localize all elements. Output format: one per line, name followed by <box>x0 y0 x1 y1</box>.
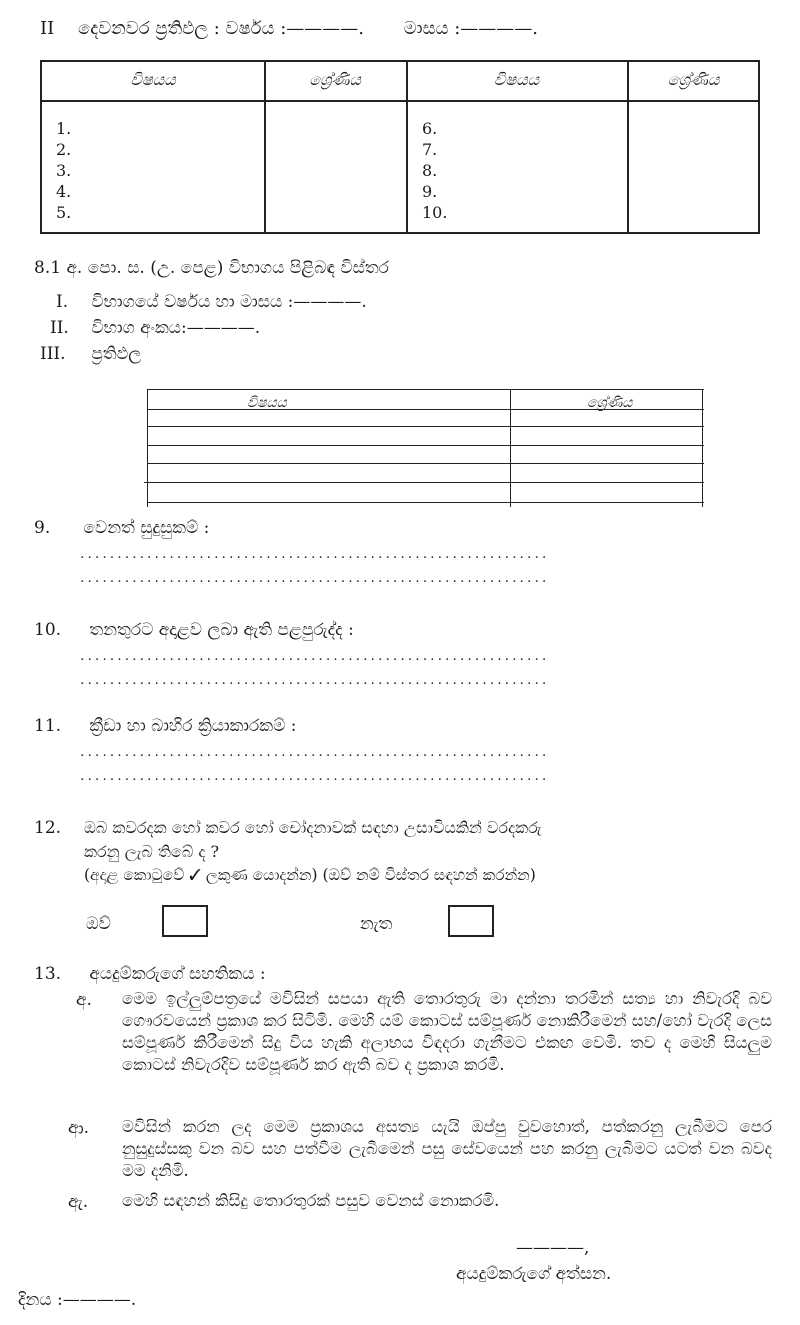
section-ii-line <box>40 18 538 39</box>
section-ii-numeral: II <box>40 18 55 39</box>
q13-item-a-text: මෙම ඉල්ලුම්පත්‍රයේ මවිසින් සපයා ඇති තොරතුරු මා දන්නා තරමින් සත්‍ය හා නිවැරදි බව ගෞරවයෙන් ප්‍රකාශ කර සිටිමි. මෙහි යම් කොටස් සම්පූර්ණ නොකිරීමෙන් සහ/හෝ වැරදි ලෙස සම්පූර්ණ කිරීමෙන් සිදු විය හැකි අලාභය විඳදරා ගැනීමට එකඟ වෙමි. තව ද මෙහි සියලුම කොටස් නිවැරදිව සම්පූර්ණ කර ඇති බව ද ප්‍රකාශ කරමි. <box>122 989 772 1074</box>
q9-dotted-line-2: ............................................................... <box>80 570 550 586</box>
list-item: 9. <box>422 182 438 201</box>
section-8-1-item-3 <box>40 344 141 364</box>
q11-text: ක්‍රීඩා හා බාහිර ක්‍රියාකාරකම් : <box>89 716 297 736</box>
q11-number: 11. <box>34 716 62 736</box>
q13-item-a-label: අ. <box>76 990 92 1010</box>
signature-label: අයදුම්කරුගේ අත්සන. <box>456 1264 612 1284</box>
list-item: 4. <box>56 182 72 201</box>
q10-dotted-line-2: ............................................................... <box>80 672 550 688</box>
item-text: ප්‍රතිඵල <box>91 344 142 364</box>
list-item: 5. <box>56 203 72 222</box>
section-8-1-title: 8.1 අ. පො. ස. (උ. පෙළ) විභාගය පිළිබඳ විස්තර <box>34 258 389 278</box>
q13-item-ae-text: මෙහි සඳහන් කිසිදු තොරතුරක් පසුව වෙනස් නොකරමි. <box>122 1191 500 1210</box>
q9-number: 9. <box>34 518 51 538</box>
q13-heading <box>34 964 266 984</box>
al-results-table <box>147 389 704 507</box>
list-item: 8. <box>422 161 438 180</box>
q13-item-ae-label: ඇ. <box>68 1192 89 1212</box>
q13-title: අයදුම්කරුගේ සහතිකය : <box>89 964 266 984</box>
q10-dotted-line-1: ............................................................... <box>80 648 550 664</box>
section-8-1-item-1 <box>56 292 367 312</box>
q12-line-2: කරනු ලැබ තිබේ ද ? <box>84 842 220 861</box>
list-item: 3. <box>56 161 72 180</box>
q13-number: 13. <box>34 964 62 984</box>
q11-heading <box>34 716 296 736</box>
item-text: විභාගයේ වර්ෂය හා මාසය :————. <box>91 292 367 312</box>
q9-dotted-line-1: ............................................................... <box>80 546 550 562</box>
q12-no-label: නැත <box>360 914 393 934</box>
table1-header-grade-2: ශ්‍රේණිය <box>667 70 720 89</box>
table2-header-subject: විෂයය <box>247 395 287 411</box>
q13-item-aa-text: මවිසින් කරන ලද මෙම ප්‍රකාශය අසත්‍ය යැයි ඔප්පු වුවහොත්, පත්කරනු ලැබීමට පෙර නුසුදුස්සකු වන බව සහ පත්වීම ලැබීමෙන් පසු සේවයෙන් පහ කරනු ලැබීමට යටත් වන බවද මම දනිමි. <box>122 1117 772 1180</box>
q10-number: 10. <box>34 620 62 640</box>
item-numeral: III. <box>40 344 66 364</box>
table1-header-subject-1: විෂයය <box>130 70 176 89</box>
section-ii-month: මාසය :————. <box>403 18 538 39</box>
date-field: දිනය :————. <box>18 1290 137 1310</box>
q12-yes-label: ඔව් <box>86 914 111 934</box>
q12-line-3: (අදාළ කොටුවේ ✓ ලකුණ යොදන්න) (ඔව් නම් විස්තර සඳහන් කරන්න) <box>84 866 536 884</box>
q13-item-aa-label: ආ. <box>68 1118 90 1138</box>
list-item: 6. <box>422 119 438 138</box>
item-numeral: I. <box>56 292 69 312</box>
section-8-1-item-2 <box>50 318 260 338</box>
item-text: විභාග අංකය:————. <box>91 318 261 338</box>
q12-yes-checkbox[interactable] <box>162 905 208 937</box>
table1-header-subject-2: විෂයය <box>493 70 540 89</box>
second-results-table <box>40 60 760 234</box>
q12-line-1: ඔබ කවරදක හෝ කවර හෝ චෝදනාවක් සඳහා උසාවියකින් වරදකරු <box>84 818 542 837</box>
q11-dotted-line-2: ............................................................... <box>80 768 550 784</box>
list-item: 1. <box>56 119 72 138</box>
list-item: 10. <box>422 203 448 222</box>
table2-header-grade: ශ්‍රේණිය <box>587 395 633 411</box>
q11-dotted-line-1: ............................................................... <box>80 744 550 760</box>
table1-header-grade-1: ශ්‍රේණිය <box>309 70 361 89</box>
table1-left-numbers <box>56 118 71 223</box>
signature-line: ————, <box>516 1238 590 1258</box>
list-item: 7. <box>422 140 438 159</box>
q12-no-checkbox[interactable] <box>448 905 494 937</box>
q9-text: වෙනත් සුදුසුකම් : <box>83 518 210 538</box>
item-numeral: II. <box>50 318 69 338</box>
q9-heading <box>34 518 209 538</box>
q12-number: 12. <box>34 818 62 838</box>
section-ii-label: දෙවනවර ප්‍රතිඵල : වර්ෂය :————. <box>77 18 364 39</box>
q10-heading <box>34 620 354 640</box>
q10-text: තනතුරට අදාළව ලබා ඇති පළපුරුද්ද : <box>89 620 354 640</box>
list-item: 2. <box>56 140 72 159</box>
table1-right-numbers <box>422 118 447 223</box>
